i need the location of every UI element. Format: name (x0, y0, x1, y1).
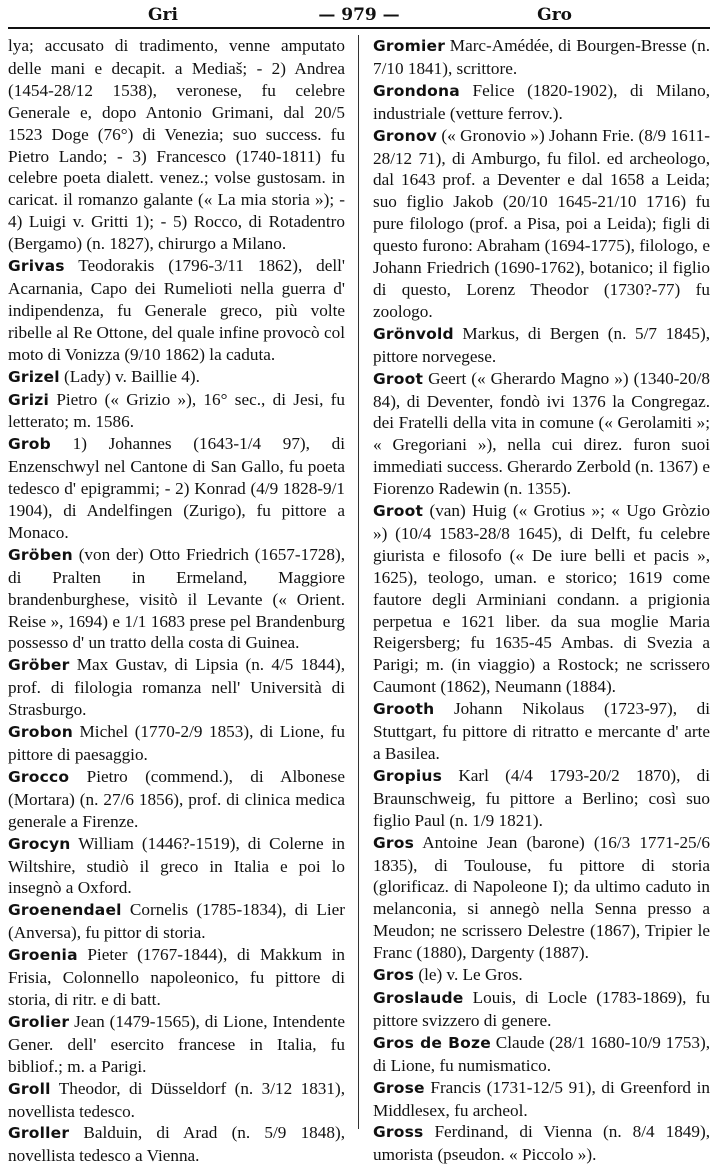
entry-headword: Groot (373, 502, 424, 521)
entry-headword: Gros de Boze (373, 1033, 491, 1052)
entry-headword: Gröben (8, 545, 73, 564)
entry (8, 255, 345, 366)
entry-text: lya; accusato di tradimento, venne amputato delle mani e decapit. a Mediaš; - 2) Andrea (1454-28/12 1538), veronese, fu celebre Generale e, dopo Antonio Grimani, dal 20/5 1523 Doge (76°) di Venezia; suo success. fu Pietro Lando; - 3) Francesco (1740-1811) fu celebre poeta dialett. venez.; volse gustosam. in caricat. il romanzo galante (« La mia storia »); - 4) Luigi v. Gritti 1); - 5) Rocco, di Rotadentro (Bergamo) (n. 1827), chirurgo a Milano. (8, 36, 345, 254)
entry-text: Louis, di Locle (1783-1869), fu pittore svizzero di genere. (373, 987, 710, 1030)
entry-text: Balduin, di Arad (n. 5/9 1848), novellista tedesco a Vienna. (8, 1123, 345, 1166)
entry-text: Claude (28/1 1680-10/9 1753), di Lione, fu numismatico. (373, 1032, 711, 1075)
entry-text: Theodor, di Düsseldorf (n. 3/12 1831), novellista tedesco. (8, 1078, 345, 1121)
entry-text: Johann Nikolaus (1723-97), di Stuttgart, fu pittore di ritratto e mercante d' arte a Basilea. (373, 699, 710, 763)
entry-headword: Gross (373, 1123, 424, 1142)
entry-text: Teodorakis (1796-3/11 1862), dell' Acarnania, Capo dei Rumelioti nella guerra d' indipendenza, fu Generale greco, più volte ribelle al Re Ottone, del quale infine provocò col moto di Vonizza (9/10 1862) la caduta. (8, 256, 345, 364)
entry-text: Cornelis (1785-1834), di Lier (Anversa), fu pittor di storia. (8, 900, 345, 943)
entry-headword: Gromier (373, 37, 446, 55)
entry-text: Ferdinand, di Vienna (n. 8/4 1849), umorista (pseudon. « Piccolo »). (373, 1122, 710, 1165)
entry-text: (le) v. Le Gros. (414, 965, 523, 985)
entry (8, 389, 345, 434)
entry (8, 721, 345, 766)
entry-headword: Groenia (8, 946, 78, 965)
entry-headword: Gros (373, 966, 415, 985)
entry-headword: Grob (8, 435, 51, 454)
entry (8, 944, 345, 1011)
entry-text: Antoine Jean (barone) (16/3 1771-25/6 1835), di Toulouse, fu pittore di storia (glorificaz. di Napoleone I); da ultimo caduto in melanconia, si annegò nella Senna presso a Meudon; ne scrissero Delestre (1867), Tripier le Franc (1880), Dargenty (1887). (373, 832, 710, 963)
entry-text: Jean (1479-1565), di Lione, Intendente Gener. dell' esercito francese in Italia, fu bibliof.; m. a Parigi. (8, 1011, 345, 1076)
entry-headword: Grooth (373, 700, 435, 719)
entry-text: Francis (1731-12/5 91), di Greenford in Middlesex, fu archeol. (373, 1077, 710, 1120)
entry (373, 323, 710, 368)
entry-headword: Groot (373, 369, 424, 388)
entry-text: (van) Huig (« Grotius »; « Ugo Gròzio ») (10/4 1583-28/8 1645), di Delft, fu celebre giurista e filosofo (« De iure belli et pacis », 1625), teologo, uman. e storico; 1619 come fautore degli Arminiani condann. a prigionia perpetua e 1621 liber. da sua moglie Maria Reigersberg; fu 1635-45 Ambas. di Svezia a Parigi; m. (in viaggio) a Rostock; ne scrissero Caumont (1862), Neumann (1884). (373, 501, 710, 697)
entry-headword: Gros (373, 833, 415, 852)
entry (8, 1011, 345, 1078)
entry-headword: Grolier (8, 1012, 70, 1031)
entry (8, 833, 345, 900)
entry-headword: Grobon (8, 723, 73, 742)
entry-text: Markus, di Bergen (n. 5/7 1845), pittore norvegese. (373, 323, 710, 366)
entry (8, 366, 345, 389)
entry-text: Michel (1770-2/9 1853), di Lione, fu pittore di paesaggio. (8, 722, 345, 764)
entry-headword: Grizi (8, 390, 50, 409)
header-left-guide-word: Gri (148, 5, 178, 25)
entry-headword: Grivas (8, 257, 65, 276)
entry (8, 899, 345, 944)
left-column (8, 35, 345, 1166)
entry-text: 1) Johannes (1643-1/4 97), di Enzenschwyl nel Cantone di San Gallo, fu poeta tedesco d' epigrammi; - 2) Konrad (4/9 1828-9/1 1904), di Andelfingen (Zurigo), fu pittore a Monaco. (8, 434, 345, 542)
entry-text: (Lady) v. Baillie 4). (59, 366, 200, 386)
entry (373, 698, 710, 765)
entry (373, 1121, 710, 1166)
entry-text: Pietro (« Grizio »), 16° sec., di Jesi, fu letterato; m. 1586. (8, 389, 345, 432)
entry-headword: Gropius (373, 766, 443, 785)
entry-headword: Grocyn (8, 834, 71, 853)
entry-text: (von der) Otto Friedrich (1657-1728), di Pralten in Ermeland, Maggiore brandenburghese, visitò il Levante (« Orient. Reise », 1694) e 1/1 1683 prese pel Brandenburg possesso d' un tratto della costa di Guinea. (8, 544, 345, 653)
entry (373, 125, 710, 323)
entry-headword: Grocco (8, 767, 70, 786)
entry-text: Pieter (1767-1844), di Makkum in Frisia, Colonnello napoleonico, fu pittore di storia, di ritr. e di batt. (8, 945, 345, 1009)
entry (8, 544, 345, 655)
header-right-guide-word: Gro (537, 5, 572, 25)
entry (373, 1032, 710, 1077)
entry-headword: Grönvold (373, 324, 454, 343)
entry-text: Pietro (commend.), di Albonese (Mortara) (n. 27/6 1856), prof. di clinica medica generale a Firenze. (8, 766, 345, 831)
entry-headword: Groslaude (373, 988, 464, 1007)
entry (373, 987, 710, 1032)
entry-text: Karl (4/4 1793-20/2 1870), di Braunschweig, fu pittore a Berlino; così suo figlio Paul (n. 1/9 1821). (373, 765, 710, 830)
entry (373, 765, 710, 832)
entry-headword: Gröber (8, 656, 70, 675)
column-divider (358, 35, 359, 1129)
entry-text: Felice (1820-1902), di Milano, industriale (vetture ferrov.). (373, 80, 710, 123)
entry (373, 80, 710, 125)
entry-headword: Gronov (373, 126, 438, 145)
page-number: — 979 — (318, 5, 400, 25)
entry (8, 654, 345, 721)
entry-text: Max Gustav, di Lipsia (n. 4/5 1844), prof. di filologia romanza nell' Università di Strasburgo. (8, 655, 345, 720)
entry-headword: Grizel (8, 367, 60, 386)
entry-text: Marc-Amédée, di Bourgen-Bresse (n. 7/10 1841), scrittore. (373, 36, 710, 78)
entry-headword: Grondona (373, 81, 460, 100)
entry-text: William (1446?-1519), di Colerne in Wiltshire, studiò il greco in Italia e poi lo insegnò a Oxford. (8, 833, 345, 898)
page-header (8, 2, 710, 28)
right-column (373, 35, 711, 1165)
entry (8, 766, 345, 833)
entry-headword: Groller (8, 1124, 70, 1143)
entry (373, 964, 710, 987)
entry (373, 368, 710, 500)
entry (8, 433, 345, 544)
entry (373, 500, 710, 698)
entry (373, 832, 710, 964)
entry-headword: Grose (373, 1078, 425, 1097)
header-rule (8, 27, 710, 29)
entry (373, 1077, 710, 1122)
entry-text: (« Gronovio ») Johann Frie. (8/9 1611-28/12 71), di Amburgo, fu filol. ed archeologo, dal 1643 prof. a Deventer e dal 1658 a Leida; suo figlio Jakob (20/10 1645-21/10 1716) fu pure filologo (prof. a Pisa, poi a Leida); figli di questo furono: Abraham (1694-1775), filologo, e Johann Friedrich (1690-1762), botanico; il figlio di questo, Lorenz Theodor (1730?-77) fu zoologo. (373, 125, 710, 321)
entry-headword: Groll (8, 1079, 51, 1098)
entry (8, 1122, 345, 1167)
entry (8, 1078, 345, 1123)
entry (373, 35, 710, 80)
entry-text: Geert (« Gherardo Magno ») (1340-20/8 84), di Deventer, fondò ivi 1376 la Congregaz. dei Fratelli della vita in comune (« Gerolamiti »; « Gregoriani »), nella cui direz. furon suoi immediati success. Gherardo Zerbold (n. 1367) e Fiorenzo Radewin (n. 1355). (373, 368, 710, 499)
entry-headword: Groenendael (8, 901, 122, 920)
entry (8, 35, 345, 255)
